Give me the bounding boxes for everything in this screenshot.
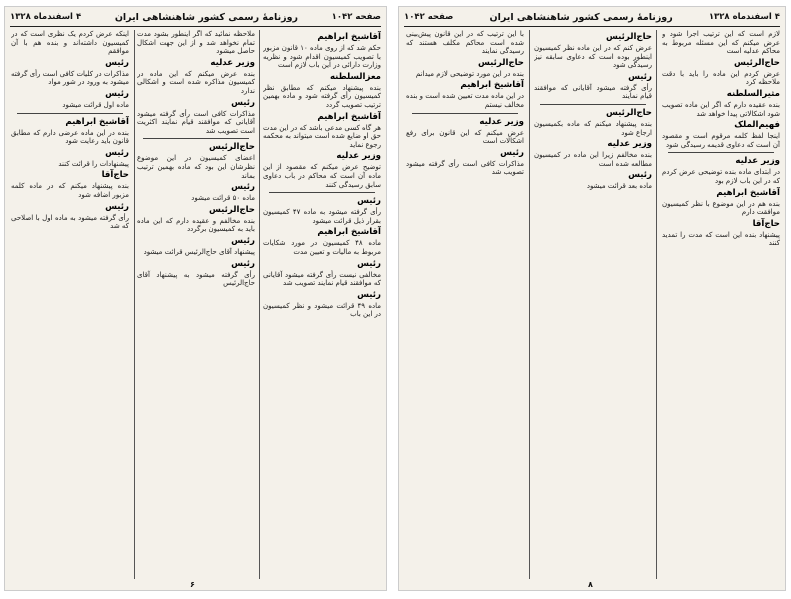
paragraph: مذاکرات کافی است رأی گرفته میشود آقایانی که موافقند قیام نمایند اکثریت است تصویب شد bbox=[137, 109, 255, 135]
speaker-heading: آقاشیخ ابراهیم bbox=[317, 111, 381, 122]
paragraph: عرض کنم که در این ماده نظر کمیسیون اینطور بوده است که دعاوی سابقه نیز رسیدگی شود bbox=[534, 44, 652, 70]
paragraph: رأی گرفته میشود به پیشنهاد آقای حاج‌الرئیس bbox=[137, 270, 255, 288]
speaker-heading: رئیس bbox=[500, 147, 524, 158]
section-divider bbox=[17, 113, 123, 114]
speaker-heading: فهیم‌الملک bbox=[734, 120, 780, 131]
text-column-2 bbox=[137, 30, 255, 579]
paragraph: عرض کردم این ماده را باید با دقت ملاحظه کرد bbox=[662, 69, 780, 87]
speaker-heading: وزیر عدلیه bbox=[210, 57, 255, 68]
paragraph: هر گاه کسی مدعی باشد که در این مدت حق او ضایع شده است میتواند به محکمه رجوع نماید bbox=[263, 123, 381, 149]
speaker-heading: رئیس bbox=[357, 258, 381, 269]
section-divider bbox=[269, 192, 375, 193]
paragraph: پیشنهاد بنده این است که مدت را تمدید کنند bbox=[662, 230, 780, 248]
speaker-heading: حاج‌الرئیس bbox=[208, 142, 255, 153]
speaker-heading: رئیس bbox=[231, 97, 255, 108]
paragraph: رأی گرفته میشود به ماده اول با اصلاحی که شد bbox=[11, 213, 129, 231]
page-title: روزنامهٔ رسمی کشور شاهنشاهی ایران bbox=[114, 11, 298, 23]
column-divider bbox=[656, 30, 657, 579]
speaker-heading: آقاشیخ ابراهیم bbox=[460, 80, 524, 91]
paragraph: ماده ۵۰ قرائت میشود bbox=[191, 194, 255, 203]
paragraph: بنده عقیده دارم که اگر این ماده تصویب شود اشکالاتی پیدا خواهد شد bbox=[662, 100, 780, 118]
paragraph: بنده پیشنهاد میکنم که در ماده کلمه مزبور اضافه شود bbox=[11, 182, 129, 199]
paragraph: اینکه عرض کردم یک نظری است که در کمیسیون داشته‌اند و بنده هم با آن موافقم bbox=[11, 30, 129, 56]
speaker-heading: رئیس bbox=[105, 147, 129, 158]
section-divider bbox=[412, 113, 518, 114]
text-column-3 bbox=[11, 30, 129, 579]
page-header bbox=[404, 10, 780, 24]
speaker-heading: رئیس bbox=[231, 258, 255, 269]
speaker-heading: وزیر عدلیه bbox=[336, 151, 381, 162]
column-divider bbox=[259, 30, 260, 579]
speaker-heading: حاج‌الرئیس bbox=[605, 32, 652, 42]
paragraph: بنده پیشنهاد میکنم که مطابق نظر کمیسیون رأی گرفته شود و ماده بهمین ترتیب تصویب گردد bbox=[263, 83, 381, 109]
paragraph: ماده ۴۹ قرائت میشود و نظر کمیسیون در این باب bbox=[263, 301, 381, 319]
text-column-3 bbox=[406, 30, 524, 579]
speaker-heading: آقاشیخ ابراهیم bbox=[716, 187, 780, 198]
paragraph: لازم است که این ترتیب اجرا شود و عرض میکنم که این مسئله مربوط به محاکم عدلیه است bbox=[662, 30, 780, 56]
page-date: ۴ اسفندماه ۱۳۲۸ bbox=[708, 12, 780, 22]
paragraph: توضیح عرض میکنم که مقصود از این ماده آن است که محاکم در باب دعاوی سابق رسیدگی کنند bbox=[263, 163, 381, 189]
column-divider bbox=[134, 30, 135, 579]
paragraph: بنده در این مورد توضیحی لازم میدانم bbox=[415, 69, 524, 78]
paragraph: بنده در این ماده عرضی دارم که مطابق قانون باید رعایت شود bbox=[11, 128, 129, 146]
paragraph: اعضای کمیسیون در این موضوع نظرشان این بود که ماده بهمین ترتیب بماند bbox=[137, 154, 255, 180]
paragraph: پیشنهادات را قرائت کنند bbox=[58, 159, 129, 168]
speaker-heading: حاج‌آقا bbox=[752, 218, 780, 229]
speaker-heading: مثیرالسلطنه bbox=[726, 88, 780, 99]
paragraph: ملاحظه نمائید که اگر اینطور بشود مدت تمام نخواهد شد و از این جهت اشکال حاصل میشود bbox=[137, 30, 255, 56]
speaker-heading: آقاشیخ ابراهیم bbox=[317, 32, 381, 42]
speaker-heading: حاج‌الرئیس bbox=[733, 57, 780, 68]
paragraph: ماده ۴۸ کمیسیون در مورد شکایات مربوط به مالیات و تعیین مدت bbox=[263, 239, 381, 256]
paragraph: مذاکرات کافی است رأی گرفته میشود تصویب شد bbox=[406, 159, 524, 177]
speaker-heading: حاج‌آقا bbox=[101, 170, 129, 181]
speaker-heading: رئیس bbox=[231, 235, 255, 246]
header-rule bbox=[10, 26, 381, 27]
paragraph: بنده عرض میکنم که این ماده در کمیسیون مذاکره شده است و اشکالی ندارد bbox=[137, 69, 255, 95]
speaker-heading: رئیس bbox=[357, 196, 381, 207]
section-divider bbox=[143, 138, 249, 139]
header-rule bbox=[404, 26, 780, 27]
paragraph: حکم شد که از روی ماده ۱۰ قانون مزبور با تصویب کمیسیون اقدام شود و نظریه وزارت دارائی در این باب لازم است bbox=[263, 44, 381, 70]
speaker-heading: وزیر عدلیه bbox=[479, 116, 524, 127]
speaker-heading: وزیر عدلیه bbox=[607, 139, 652, 150]
page-number: ۶ bbox=[190, 580, 195, 589]
section-divider bbox=[668, 152, 774, 153]
page-header bbox=[10, 10, 381, 24]
section-divider bbox=[540, 104, 646, 105]
paragraph: بنده مخالفم و عقیده دارم که این ماده باید به کمیسیون برگردد bbox=[137, 216, 255, 234]
text-column-2 bbox=[534, 30, 652, 579]
paragraph: پیشنهاد آقای حاج‌الرئیس قرائت میشود bbox=[143, 247, 255, 256]
page-date: ۴ اسفندماه ۱۳۲۸ bbox=[10, 12, 82, 22]
page-title: روزنامهٔ رسمی کشور شاهنشاهی ایران bbox=[489, 11, 673, 23]
paragraph: با این ترتیب که در این قانون پیش‌بینی شده است محاکم مکلف هستند که رسیدگی نمایند bbox=[406, 30, 524, 56]
speaker-heading: حاج‌الرئیس bbox=[605, 107, 652, 118]
paragraph: بنده هم در این موضوع با نظر کمیسیون موافقت دارم bbox=[662, 199, 780, 217]
speaker-heading: حاج‌الرئیس bbox=[477, 57, 524, 68]
paragraph: عرض میکنم که این قانون برای رفع اشکالات است bbox=[406, 128, 524, 146]
page-label: صفحه ۱۰۴۲ bbox=[404, 12, 454, 22]
paragraph: بنده مخالفم زیرا این ماده در کمیسیون مطالعه شده است bbox=[534, 151, 652, 168]
page-number: ۸ bbox=[588, 580, 593, 589]
speaker-heading: رئیس bbox=[231, 182, 255, 193]
paragraph: اینجا لفظ کلمه مرقوم است و مقصود آن است که دعاوی قدیمه رسیدگی شود bbox=[662, 132, 780, 149]
paragraph: در ابتدای ماده بنده توضیحی عرض کردم که در این باب لازم بود bbox=[662, 168, 780, 185]
paragraph: در این ماده مدت تعیین شده است و بنده مخالف نیستم bbox=[406, 92, 524, 109]
paragraph: ماده بعد قرائت میشود bbox=[586, 182, 652, 191]
speaker-heading: رئیس bbox=[105, 201, 129, 212]
newspaper-page-left bbox=[4, 6, 387, 591]
text-column-1 bbox=[662, 30, 780, 579]
paragraph: مذاکرات در کلیات کافی است رأی گرفته میشود به ورود در شور مواد bbox=[11, 69, 129, 87]
speaker-heading: رئیس bbox=[628, 170, 652, 181]
paragraph: رأی گرفته میشود به ماده ۴۷ کمیسیون بقرار ذیل قرائت میشود bbox=[263, 208, 381, 225]
speaker-heading: وزیر عدلیه bbox=[735, 156, 780, 167]
speaker-heading: رئیس bbox=[105, 57, 129, 68]
speaker-heading: رئیس bbox=[628, 71, 652, 82]
speaker-heading: حاج‌الرئیس bbox=[208, 204, 255, 215]
paragraph: مخالفی نیست رأی گرفته میشود آقایانی که موافقند قیام نمایند تصویب شد bbox=[263, 270, 381, 288]
paragraph: بنده پیشنهاد میکنم که ماده بکمیسیون ارجاع شود bbox=[534, 119, 652, 137]
speaker-heading: آقاشیخ ابراهیم bbox=[65, 116, 129, 127]
text-column-1 bbox=[263, 30, 381, 579]
paragraph: ماده اول قرائت میشود bbox=[62, 100, 129, 109]
speaker-heading: رئیس bbox=[357, 289, 381, 300]
speaker-heading: رئیس bbox=[105, 88, 129, 99]
speaker-heading: آقاشیخ ابراهیم bbox=[317, 227, 381, 238]
speaker-heading: معزالسلطنه bbox=[329, 71, 381, 82]
page-label: صفحه ۱۰۴۲ bbox=[331, 12, 381, 22]
paragraph: رأی گرفته میشود آقایانی که موافقند قیام نمایند bbox=[534, 83, 652, 101]
column-divider bbox=[529, 30, 530, 579]
newspaper-page-right bbox=[398, 6, 786, 591]
